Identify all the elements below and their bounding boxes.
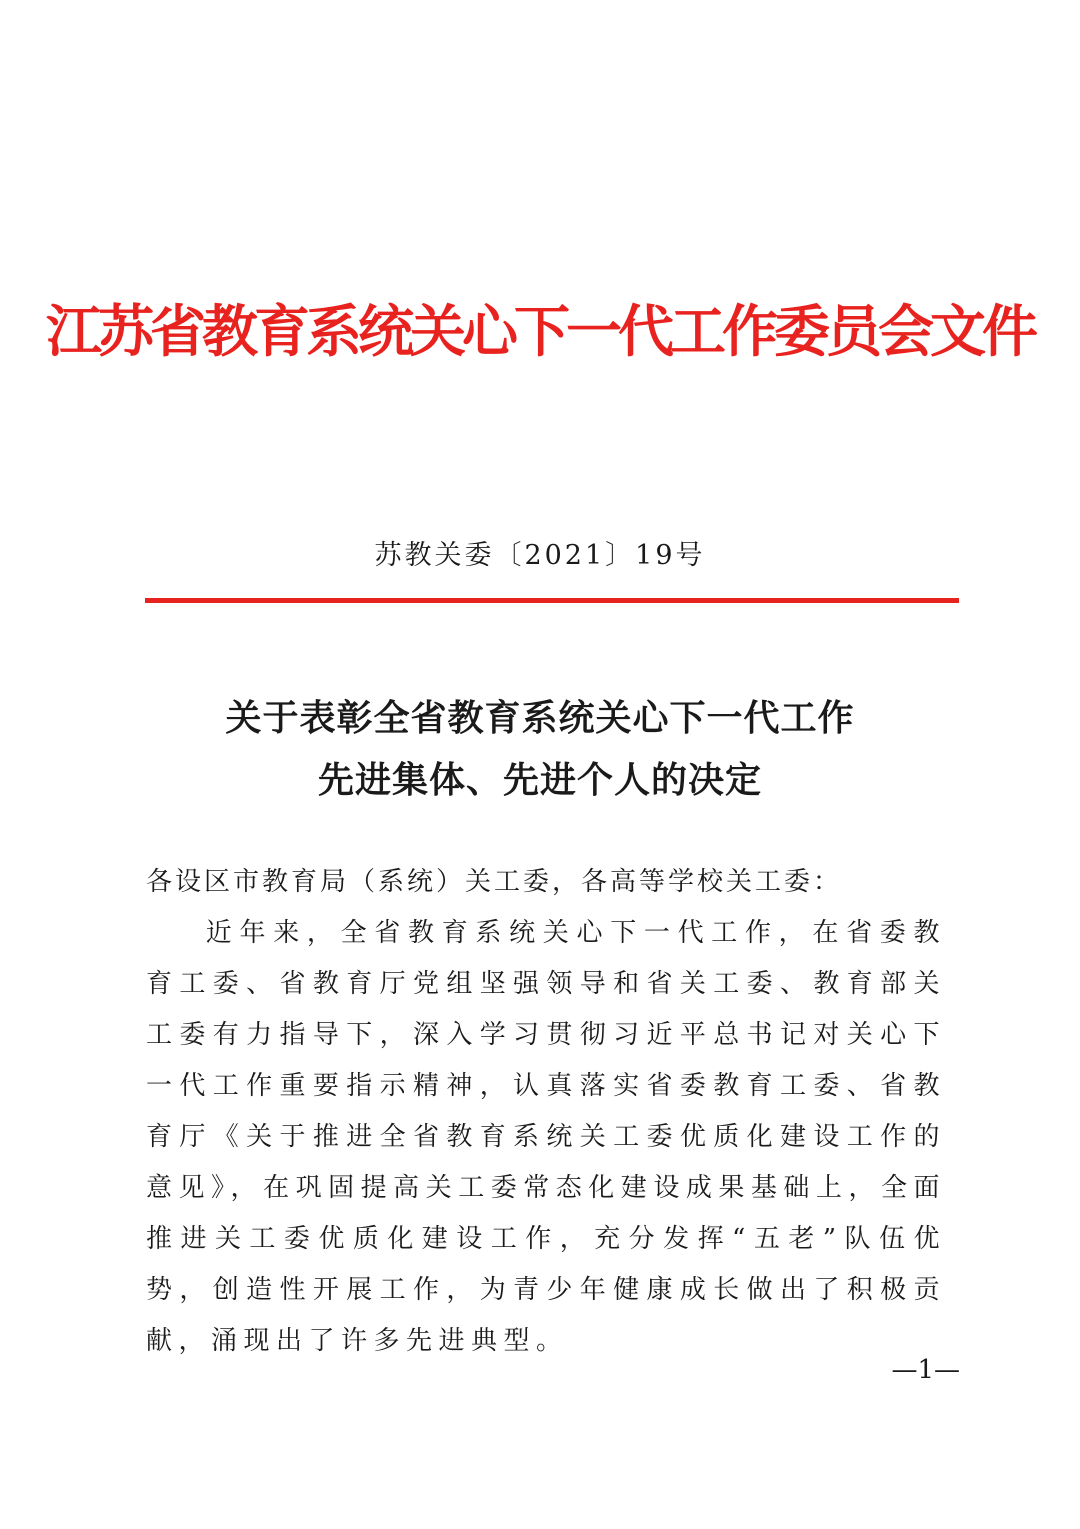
body-paragraph: 近年来，全省教育系统关心下一代工作，在省委教育工委、省教育厅党组坚强领导和省关工委、教育部关工委有力指导下，深入学习贯彻习近平总书记对关心下一代工作重要指示精神，认真落实省委教育工委、省教育厅《关于推进全省教育系统关工委优质化建设工作的意见》，在巩固提高关工委常态化建设成果基础上，全面推进关工委优质化建设工作，充分发挥“五老”队伍优势，创造性开展工作，为青少年健康成长做出了积极贡献，涌现出了许多先进典型。 [146, 918, 946, 1356]
salutation: 各设区市教育局（系统）关工委，各高等学校关工委： [146, 867, 843, 897]
title-line-2: 先进集体、先进个人的决定 [317, 760, 762, 801]
red-divider-line [145, 598, 959, 603]
title-line-1: 关于表彰全省教育系统关心下一代工作 [225, 698, 855, 739]
document-number: 苏教关委〔2021〕19号 [374, 540, 706, 571]
document-title [0, 688, 1080, 812]
document-body [146, 857, 946, 1367]
masthead-title: 江苏省教育系统关心下一代工作委员会文件 [46, 299, 1034, 365]
page-number: —1— [891, 1355, 960, 1385]
